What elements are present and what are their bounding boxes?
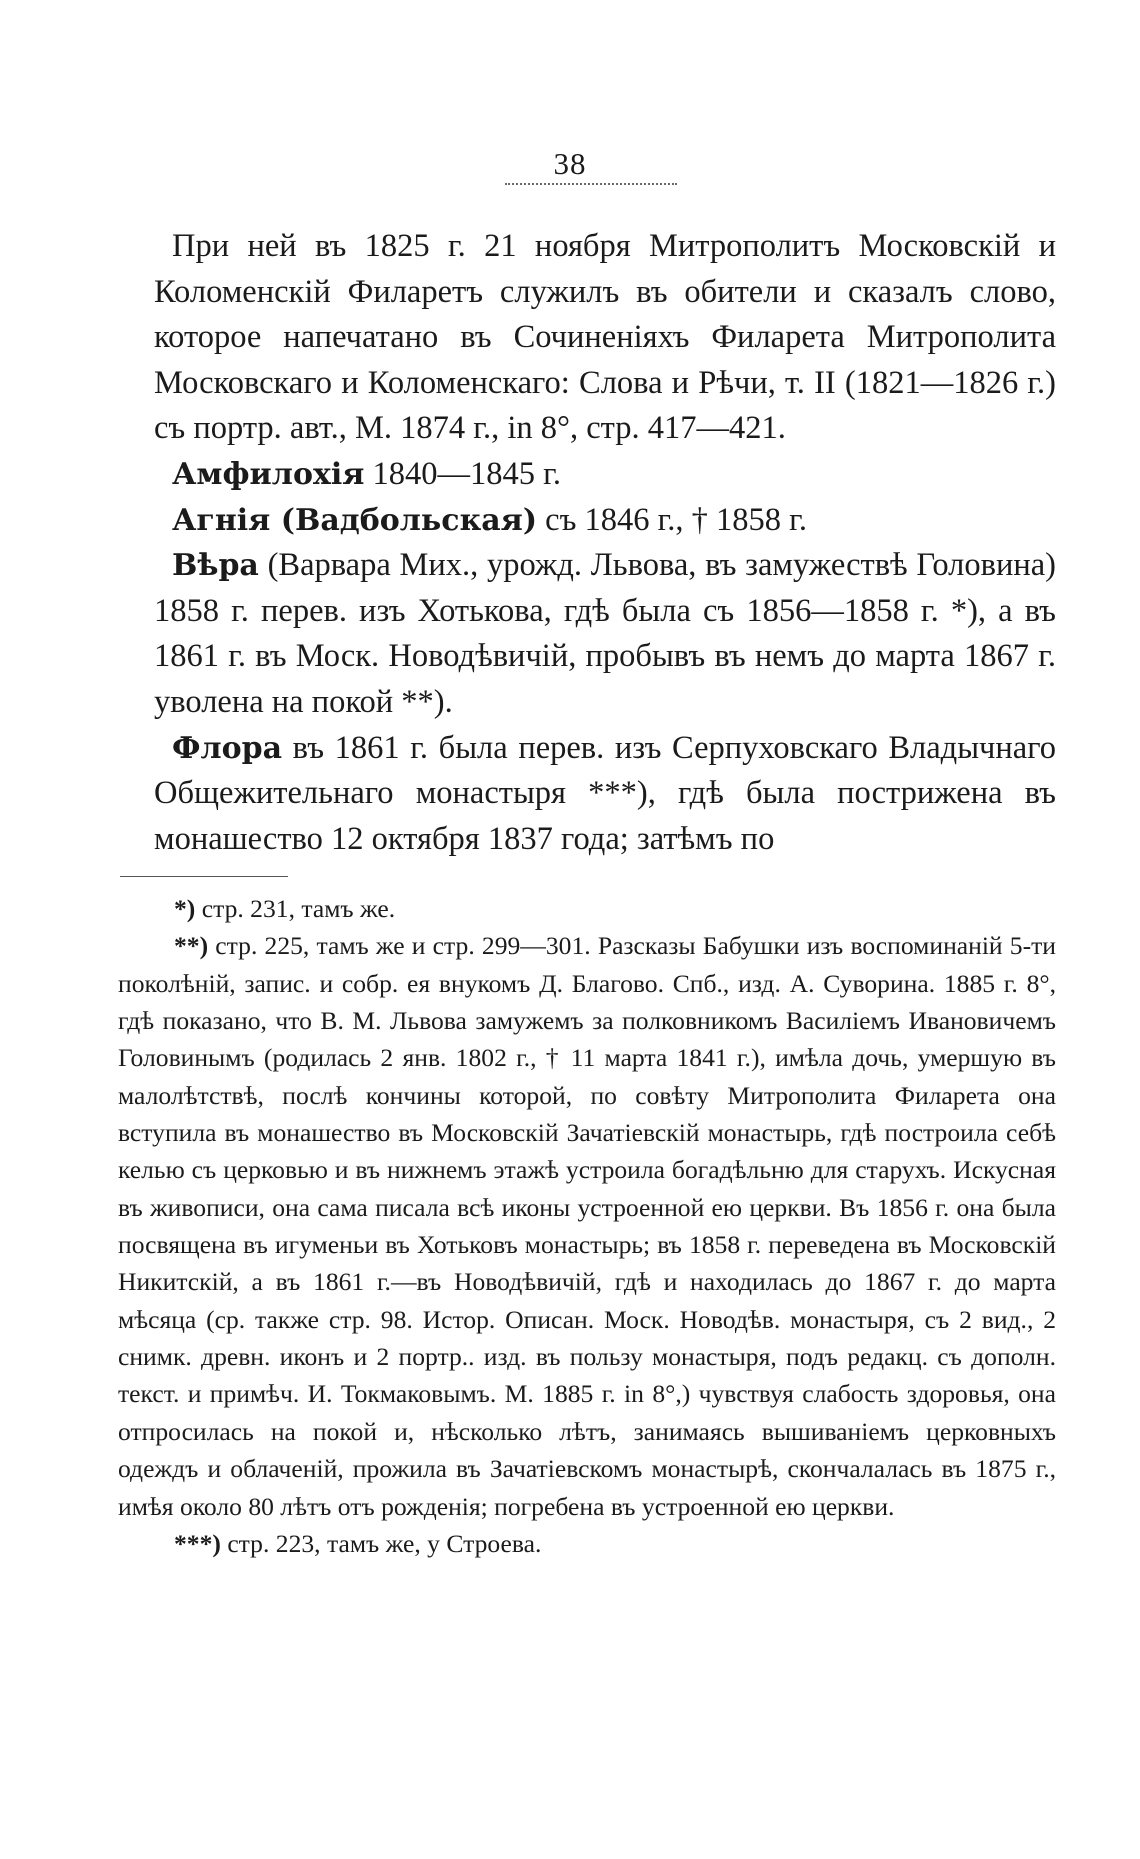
entry-text: съ 1846 г., † 1858 г. [537,501,807,538]
footnote-text: стр. 223, тамъ же, у Строева. [220,1528,542,1558]
entry-text: (Варвара Мих., урожд. Львова, въ замужествѣ Головина) 1858 г. перев. изъ Хотькова, гдѣ была съ 1856—1858 г. *), а въ 1861 г. въ Моск. Новодѣвичій, пробывъ въ немъ до марта 1867 г. уволена на покой **). [154,547,1056,720]
footnote-mark: ***) [174,1528,221,1558]
entry-vera [154,543,1056,725]
entry-agniya [154,498,1056,544]
entry-amfilokhiya [154,452,1056,498]
footnote-text: стр. 225, тамъ же и стр. 299—301. Разсказы Бабушки изъ воспоминаній 5-ти поколѣній, запис. и собр. ея внукомъ Д. Благово. Спб., изд. А. Суворина. 1885 г. 8°, гдѣ показано, что В. М. Львова замужемъ за полковникомъ Василіемъ Ивановичемъ Головинымъ (родилась 2 янв. 1802 г., † 11 марта 1841 г.), имѣла дочь, умершую въ малолѣтствѣ, послѣ кончины которой, по совѣту Митрополита Филарета она вступила въ монашество въ Московскій Зачатіевскій монастырь, гдѣ построила себѣ келью съ церковью и въ нижнемъ этажѣ устроила богадѣльню для старухъ. Искусная въ живописи, она сама писала всѣ иконы устроенной ею церкви. Въ 1856 г. она была посвящена въ игуменьи въ Хотьковъ монастырь; въ 1858 г. переведена въ Московскій Никитскій, а въ 1861 г.—въ Новодѣвичій, гдѣ и находилась до 1867 г. до марта мѣсяца (ср. также стр. 98. Истор. Описан. Моск. Новодѣв. монастыря, съ 2 вид., 2 снимк. древн. иконъ и 2 портр.. изд. въ пользу монастыря, подъ редакц. съ дополн. текст. и примѣч. И. Токмаковымъ. М. 1885 г. in 8°,) чувствуя слабость здоровья, она отпросилась на покой и, нѣсколько лѣтъ, занимаясь вышиваніемъ церковныхъ одеждъ и облаченій, прожила въ Зачатіевскомъ монастырѣ, скончалалась въ 1875 г., имѣя около 80 лѣтъ отъ рожденія; погребена въ устроенной ею церкви. [118,931,1056,1521]
footnote-3 [118,1525,1056,1562]
footnotes [118,890,1056,1562]
footnote-separator [120,876,288,877]
entry-name: Флора [172,730,283,766]
entry-text: въ 1861 г. была перев. изъ Серпуховскаго Владычнаго Общежительнаго монастыря ***), гдѣ была пострижена въ монашество 12 октября 1837 года; затѣмъ по [154,729,1056,857]
entry-flora [154,726,1056,863]
entry-text: 1840—1845 г. [364,455,561,492]
footnote-mark: *) [174,894,196,923]
footnote-mark: **) [174,931,209,961]
footnote-text: стр. 231, тамъ же. [195,894,396,923]
header-ornament-rule [505,183,677,191]
footnote-2 [118,927,1056,1525]
entry-name: Агнія (Вадбольская) [172,502,538,538]
entry-name: Амфилохія [172,456,365,492]
page-number: 38 [553,146,587,181]
intro-paragraph: При ней въ 1825 г. 21 ноября Митрополитъ Московскій и Коломенскій Филаретъ служилъ въ обители и сказалъ слово, которое напечатано въ Сочиненіяхъ Филарета Митрополита Московскаго и Коломенскаго: Слова и Рѣчи, т. II (1821—1826 г.) съ портр. авт., М. 1874 г., in 8°, стр. 417—421. [154,228,1056,447]
footnote-1 [118,890,1056,927]
main-text [154,224,1056,862]
entry-name: Вѣра [172,548,259,584]
